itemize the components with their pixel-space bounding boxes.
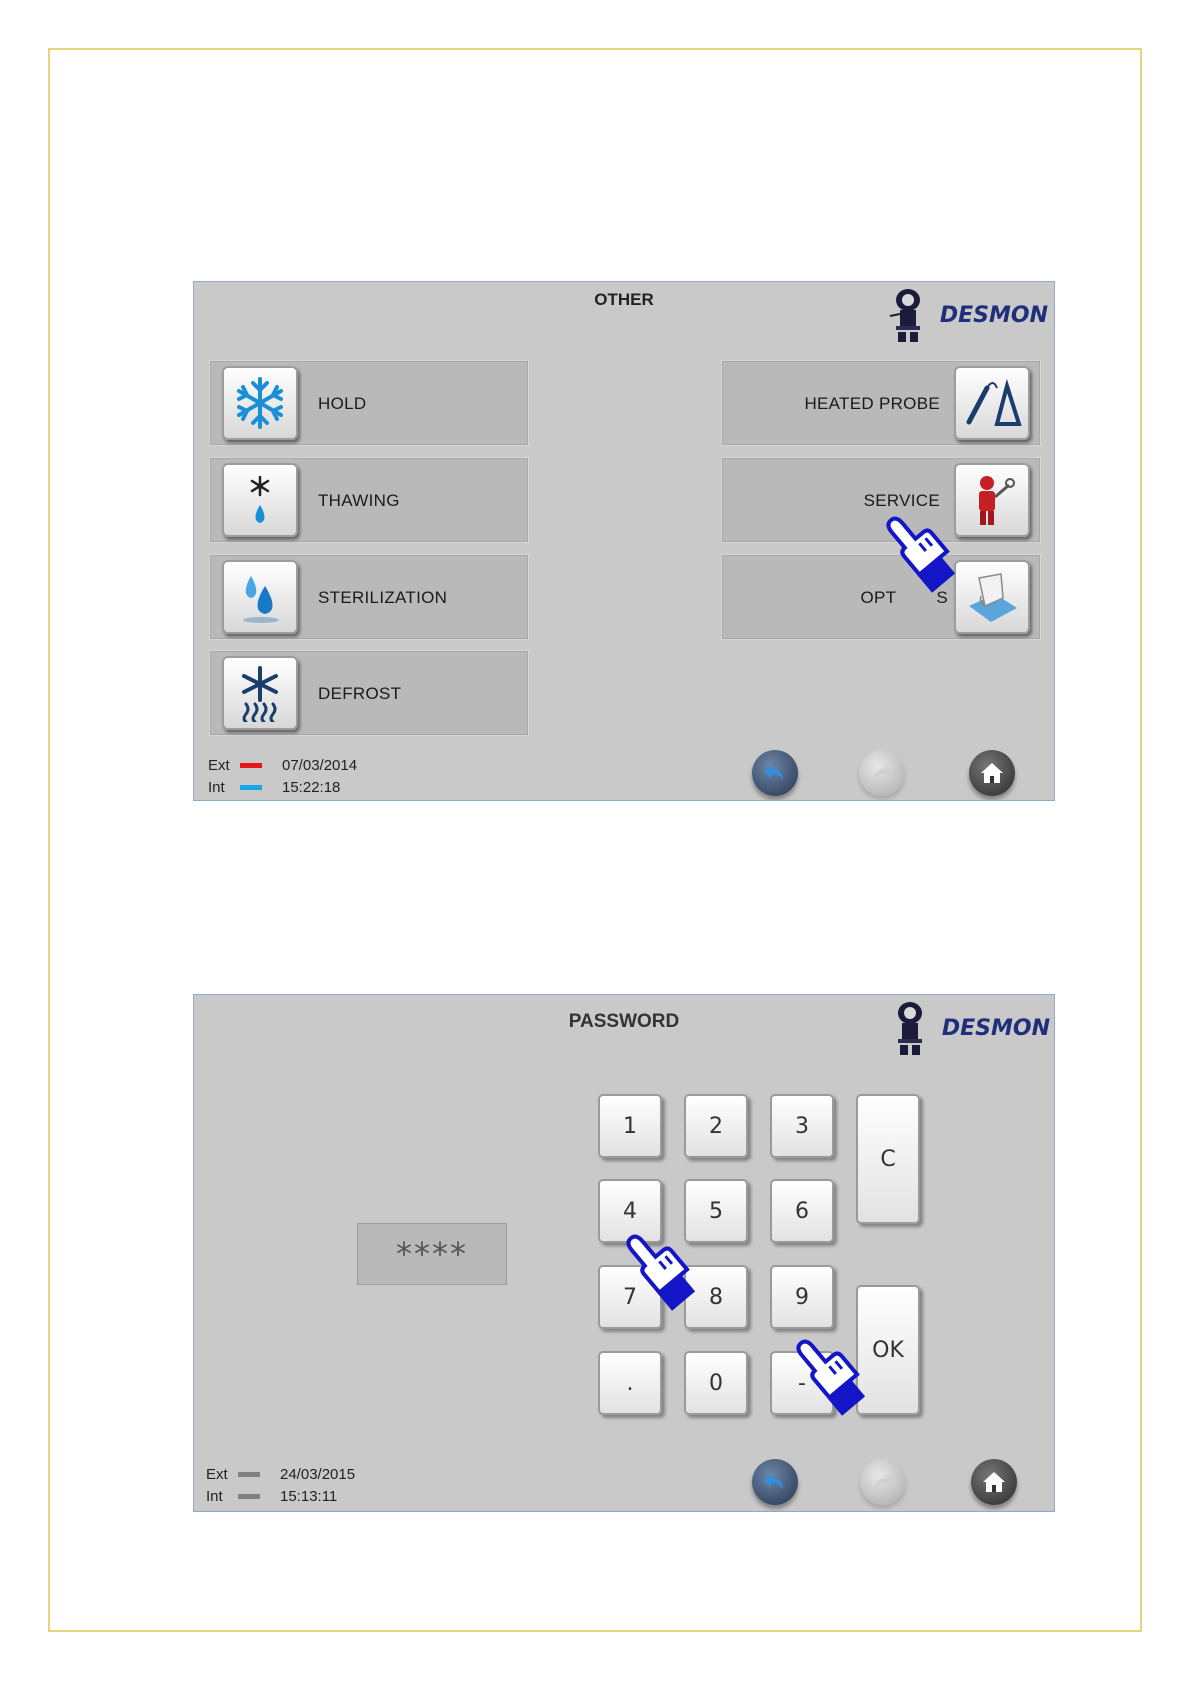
ext-label: Ext bbox=[208, 756, 230, 774]
key-3[interactable]: 3 bbox=[770, 1094, 834, 1158]
defrost-icon bbox=[222, 656, 298, 730]
forward-arrow-icon bbox=[868, 759, 896, 787]
menu-label-thawing: THAWING bbox=[318, 491, 400, 510]
back-button[interactable] bbox=[752, 750, 798, 796]
status-date: 07/03/2014 bbox=[282, 756, 358, 774]
menu-label-hold: HOLD bbox=[318, 394, 367, 413]
key-7[interactable]: 7 bbox=[598, 1265, 662, 1329]
ext-indicator bbox=[240, 763, 262, 768]
pointer-hand-icon bbox=[874, 492, 984, 602]
logo-text: DESMON bbox=[939, 302, 1048, 328]
home-button[interactable] bbox=[971, 1459, 1017, 1505]
menu-item-hold[interactable] bbox=[209, 360, 529, 446]
menu-item-thawing[interactable] bbox=[209, 457, 529, 543]
int-indicator bbox=[238, 1494, 260, 1499]
menu-label-sterilization: STERILIZATION bbox=[318, 588, 448, 607]
mascot-icon bbox=[882, 286, 934, 344]
status-time: 15:22:18 bbox=[282, 778, 341, 796]
ext-indicator bbox=[238, 1472, 260, 1477]
desmon-logo bbox=[884, 999, 1050, 1057]
key-minus[interactable]: - bbox=[770, 1351, 834, 1415]
key-6[interactable]: 6 bbox=[770, 1179, 834, 1243]
pointer-hand-icon bbox=[784, 1315, 894, 1425]
int-label: Int bbox=[206, 1487, 223, 1505]
mascot-icon bbox=[884, 999, 936, 1057]
key-5[interactable]: 5 bbox=[684, 1179, 748, 1243]
thaw-drop-icon bbox=[222, 463, 298, 537]
forward-arrow-icon bbox=[869, 1468, 897, 1496]
int-indicator bbox=[240, 785, 262, 790]
back-button[interactable] bbox=[752, 1459, 798, 1505]
page-title: OTHER bbox=[594, 290, 654, 309]
other-screen bbox=[193, 281, 1055, 801]
logo-text: DESMON bbox=[941, 1015, 1050, 1041]
key-4[interactable]: 4 bbox=[598, 1179, 662, 1243]
key-2[interactable]: 2 bbox=[684, 1094, 748, 1158]
password-screen bbox=[193, 994, 1055, 1512]
status-area bbox=[206, 1463, 355, 1507]
back-arrow-icon bbox=[761, 759, 789, 787]
ext-label: Ext bbox=[206, 1465, 228, 1483]
menu-label-service: SERVICE bbox=[863, 491, 940, 510]
pointer-hand-icon bbox=[614, 1210, 724, 1320]
probe-delta-icon bbox=[954, 366, 1030, 440]
int-label: Int bbox=[208, 778, 225, 796]
back-arrow-icon bbox=[761, 1468, 789, 1496]
water-drops-icon bbox=[222, 560, 298, 634]
home-button[interactable] bbox=[969, 750, 1015, 796]
menu-item-heated-probe[interactable] bbox=[721, 360, 1041, 446]
menu-label-defrost: DEFROST bbox=[318, 684, 402, 703]
clear-button[interactable]: C bbox=[856, 1094, 920, 1224]
snowflake-icon bbox=[222, 366, 298, 440]
menu-label-heated-probe: HEATED PROBE bbox=[804, 394, 940, 413]
home-icon bbox=[981, 1469, 1007, 1495]
ok-button[interactable]: OK bbox=[856, 1285, 920, 1415]
desmon-logo bbox=[882, 286, 1048, 344]
key-dot[interactable]: . bbox=[598, 1351, 662, 1415]
key-1[interactable]: 1 bbox=[598, 1094, 662, 1158]
forward-button bbox=[860, 1459, 906, 1505]
status-area bbox=[208, 754, 357, 798]
forward-button bbox=[859, 750, 905, 796]
key-9[interactable]: 9 bbox=[770, 1265, 834, 1329]
status-time: 15:13:11 bbox=[280, 1487, 338, 1505]
password-display: **** bbox=[357, 1223, 507, 1285]
key-8[interactable]: 8 bbox=[684, 1265, 748, 1329]
menu-item-defrost[interactable] bbox=[209, 650, 529, 736]
options-label-end: S bbox=[936, 588, 948, 607]
page-title: PASSWORD bbox=[568, 1011, 680, 1032]
options-label-start: OPT bbox=[860, 588, 897, 607]
key-0[interactable]: 0 bbox=[684, 1351, 748, 1415]
status-date: 24/03/2015 bbox=[280, 1465, 356, 1483]
home-icon bbox=[979, 760, 1005, 786]
menu-item-sterilization[interactable] bbox=[209, 554, 529, 640]
